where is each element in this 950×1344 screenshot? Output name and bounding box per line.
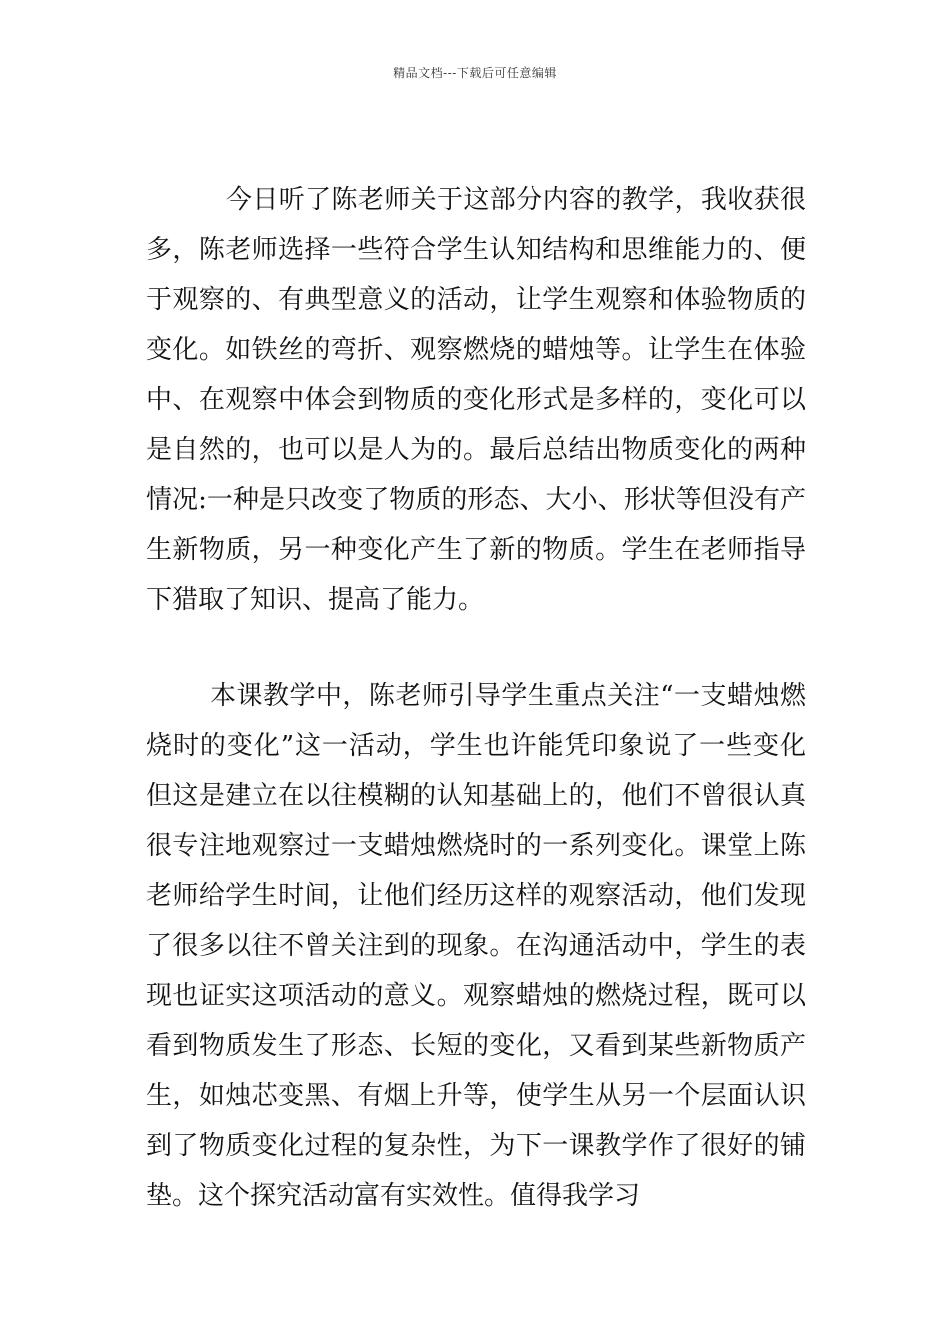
paragraph-line: 垫。这个探究活动富有实效性。值得我学习 <box>146 1181 641 1211</box>
paragraph-line: 变化。如铁丝的弯折、观察燃烧的蜡烛等。让学生在体验 <box>146 335 806 365</box>
paragraph-line: 是自然的，也可以是人为的。最后总结出物质变化的两种 <box>146 435 806 465</box>
paragraph-line: 老师给学生时间，让他们经历这样的观察活动，他们发现 <box>146 881 806 911</box>
paragraph-line: 中、在观察中体会到物质的变化形式是多样的，变化可以 <box>146 385 806 415</box>
paragraph-line: 今日听了陈老师关于这部分内容的教学，我收获很 <box>226 185 806 215</box>
paragraph-line: 情况:一种是只改变了物质的形态、大小、形状等但没有产 <box>146 485 806 515</box>
paragraph-2 <box>146 671 806 1221</box>
paragraph-line: 了很多以往不曾关注到的现象。在沟通活动中，学生的表 <box>146 931 806 961</box>
paragraph-line: 于观察的、有典型意义的活动，让学生观察和体验物质的 <box>146 285 806 315</box>
page-header: 精品文档---下载后可任意编辑 <box>393 66 557 80</box>
paragraph-line: 但这是建立在以往模糊的认知基础上的，他们不曾很认真 <box>146 781 806 811</box>
paragraph-line: 现也证实这项活动的意义。观察蜡烛的燃烧过程，既可以 <box>146 981 806 1011</box>
paragraph-line: 多，陈老师选择一些符合学生认知结构和思维能力的、便 <box>146 235 806 265</box>
paragraph-line: 看到物质发生了形态、长短的变化，又看到某些新物质产 <box>146 1031 806 1061</box>
paragraph-line: 到了物质变化过程的复杂性，为下一课教学作了很好的铺 <box>146 1131 806 1161</box>
paragraph-1 <box>146 175 806 625</box>
paragraph-line: 下猎取了知识、提高了能力。 <box>146 585 485 615</box>
paragraph-line: 本课教学中，陈老师引导学生重点关注“一支蜡烛燃 <box>210 681 806 711</box>
paragraph-line: 烧时的变化”这一活动，学生也许能凭印象说了一些变化 <box>146 731 806 761</box>
paragraph-line: 生新物质，另一种变化产生了新的物质。学生在老师指导 <box>146 535 806 565</box>
paragraph-line: 生，如烛芯变黑、有烟上升等，使学生从另一个层面认识 <box>146 1081 806 1111</box>
paragraph-line: 很专注地观察过一支蜡烛燃烧时的一系列变化。课堂上陈 <box>146 831 806 861</box>
